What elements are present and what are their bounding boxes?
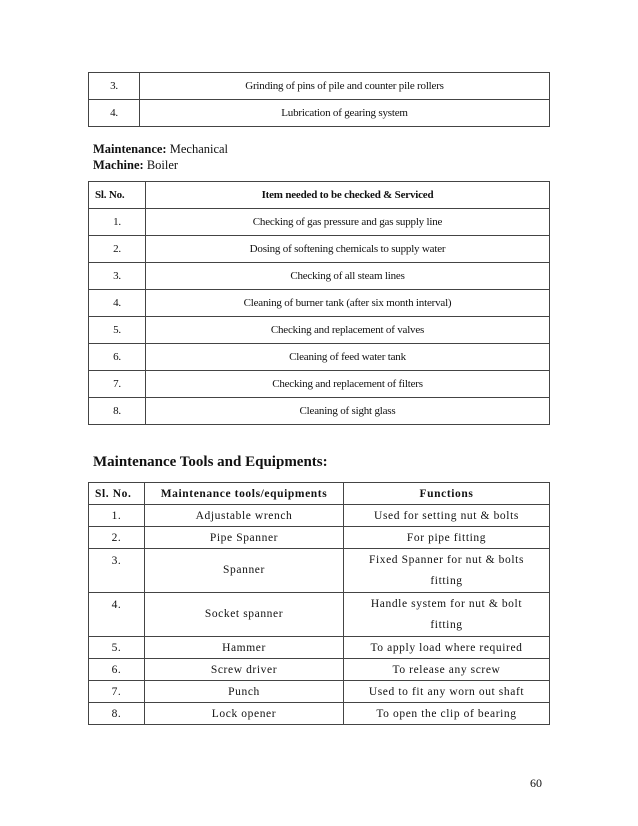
row-function [344, 549, 550, 593]
row-item: Checking of gas pressure and gas supply line [146, 209, 550, 236]
header-item: Item needed to be checked & Serviced [146, 182, 550, 209]
row-item: Lubrication of gearing system [140, 100, 550, 127]
row-function-line2: fitting [430, 618, 463, 631]
row-tool: Lock opener [145, 703, 344, 725]
row-number: 4. [89, 100, 140, 127]
table-row [89, 236, 550, 263]
table-row [89, 637, 550, 659]
row-tool: Socket spanner [145, 593, 344, 637]
row-tool: Spanner [145, 549, 344, 593]
maintenance-label: Maintenance: [93, 142, 167, 156]
row-function [344, 593, 550, 637]
table-row [89, 593, 550, 637]
row-number: 5. [89, 317, 146, 344]
maintenance-type [93, 142, 228, 157]
row-number: 3. [89, 549, 145, 593]
row-function: Used for setting nut & bolts [344, 505, 550, 527]
table-row [89, 290, 550, 317]
row-function: Used to fit any worn out shaft [344, 681, 550, 703]
row-tool: Screw driver [145, 659, 344, 681]
table-row [89, 549, 550, 593]
table-row [89, 100, 550, 127]
row-item: Checking and replacement of filters [146, 371, 550, 398]
table-row [89, 398, 550, 425]
row-number: 8. [89, 703, 145, 725]
row-tool: Hammer [145, 637, 344, 659]
machine-label: Machine: [93, 158, 144, 172]
row-tool: Punch [145, 681, 344, 703]
maintenance-value: Mechanical [169, 142, 229, 156]
table-row [89, 505, 550, 527]
row-function: To open the clip of bearing [344, 703, 550, 725]
row-tool: Pipe Spanner [145, 527, 344, 549]
table-row [89, 371, 550, 398]
row-function-line1: Handle system for nut & bolt [370, 597, 523, 610]
row-number: 8. [89, 398, 146, 425]
row-number: 3. [89, 73, 140, 100]
machine-value: Boiler [146, 158, 179, 172]
row-function-line2: fitting [430, 574, 463, 587]
table-row [89, 681, 550, 703]
table-row [89, 263, 550, 290]
row-item: Grinding of pins of pile and counter pile rollers [140, 73, 550, 100]
row-function: For pipe fitting [344, 527, 550, 549]
row-number: 4. [89, 593, 145, 637]
table-header-row [89, 182, 550, 209]
row-item: Cleaning of feed water tank [146, 344, 550, 371]
row-number: 7. [89, 681, 145, 703]
row-function: To release any screw [344, 659, 550, 681]
boiler-maintenance-table [88, 181, 550, 425]
row-item: Checking of all steam lines [146, 263, 550, 290]
row-number: 7. [89, 371, 146, 398]
row-number: 3. [89, 263, 146, 290]
row-function-line1: Fixed Spanner for nut & bolts [368, 553, 525, 566]
table-row [89, 703, 550, 725]
row-number: 1. [89, 209, 146, 236]
table-header-row [89, 483, 550, 505]
table-row [89, 209, 550, 236]
header-function: Functions [344, 483, 550, 505]
table-row [89, 73, 550, 100]
machine-type [93, 158, 178, 173]
row-item: Cleaning of burner tank (after six month interval) [146, 290, 550, 317]
table-row [89, 659, 550, 681]
row-number: 1. [89, 505, 145, 527]
row-number: 5. [89, 637, 145, 659]
page-number: 60 [530, 776, 542, 790]
row-number: 6. [89, 659, 145, 681]
prev-maintenance-table [88, 72, 550, 127]
table-row [89, 317, 550, 344]
row-number: 6. [89, 344, 146, 371]
row-function: To apply load where required [344, 637, 550, 659]
row-item: Dosing of softening chemicals to supply water [146, 236, 550, 263]
table-row [89, 344, 550, 371]
row-number: 4. [89, 290, 146, 317]
row-tool: Adjustable wrench [145, 505, 344, 527]
row-number: 2. [89, 527, 145, 549]
table-row [89, 527, 550, 549]
header-tool: Maintenance tools/equipments [145, 483, 344, 505]
tools-table [88, 482, 550, 725]
row-item: Checking and replacement of valves [146, 317, 550, 344]
header-serial: Sl. No. [89, 182, 146, 209]
row-item: Cleaning of sight glass [146, 398, 550, 425]
row-number: 2. [89, 236, 146, 263]
header-serial: Sl. No. [89, 483, 145, 505]
section-heading: Maintenance Tools and Equipments: [93, 454, 328, 470]
